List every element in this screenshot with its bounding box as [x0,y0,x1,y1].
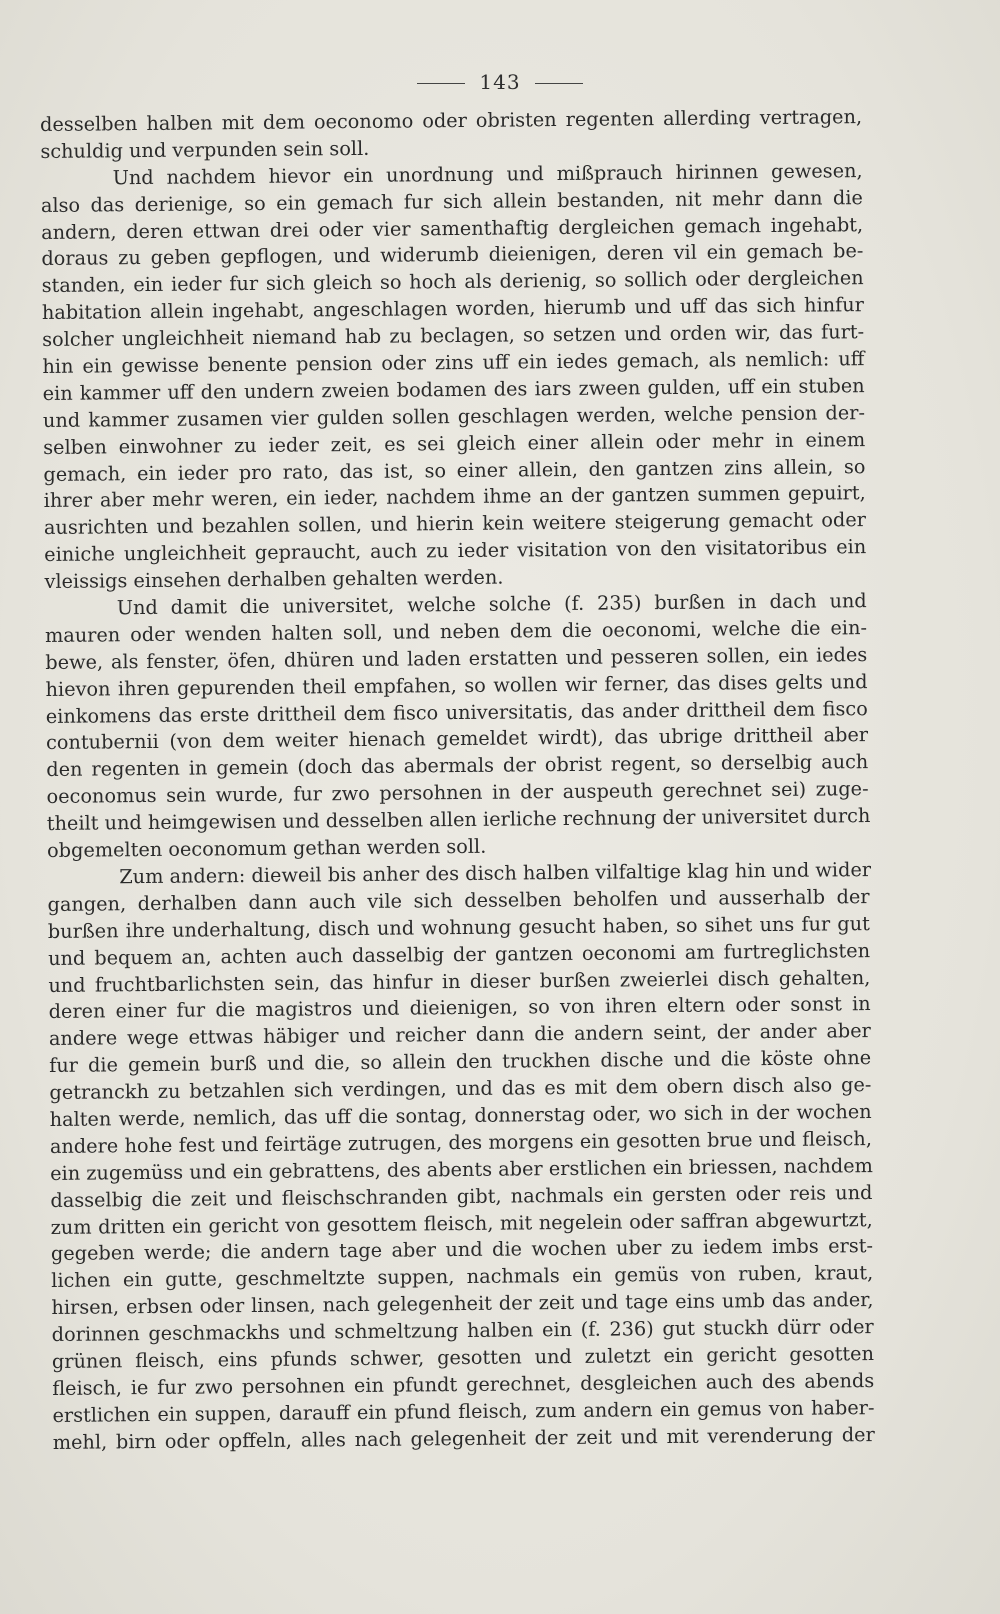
text-line: contubernii (von dem weiter hienach gemeldet wirdt), das ubrige drittheil aber [45,723,869,755]
text-line: doraus zu geben gepflogen, und widerumb dieienigen, deren vil ein gemach be- [41,239,864,271]
text-line: desselben halben mit dem oeconomo oder obristen regenten allerding vertragen, [40,105,863,136]
text-line: obgemelten oeconomum gethan werden soll. [46,834,487,863]
text-line: Und nachdem hievor ein unordnung und mißprauch hirinnen gewesen, [112,158,863,190]
text-line: deren einer fur die magistros und dieienigen, so von ihren eltern oder sonst in [48,992,871,1024]
body-text [40,104,875,1456]
text-line: den regenten in gemein (doch das abermals der obrist regent, so derselbig auch [46,750,869,782]
header-rule-right [535,83,583,84]
text-line: Und damit die universitet, welche solche (f. 235) burßen in dach und [116,589,867,620]
page-header [0,70,1000,94]
text-line: bewe, als fenster, öfen, dhüren und laden erstatten und pesseren sollen, ein iedes [45,642,868,674]
text-line: ein kammer uff den undern zweien bodamen des iars zween gulden, uff ein stuben [42,374,865,405]
text-line: andere wege ettwas häbiger und reicher dann die andern seint, der ander aber [48,1019,871,1051]
text-line: fleisch, ie fur zwo persohnen ein pfundt gerechnet, desgleichen auch des abends [52,1368,875,1400]
text-line: lichen ein gutte, geschmeltzte suppen, nachmals ein gemüs von ruben, kraut, [51,1261,874,1293]
text-line: selben einwohner zu ieder zeit, es sei gleich einer allein oder mehr in einem [43,427,866,459]
text-line: dorinnen geschmackhs und schmeltzung halben ein (f. 236) gut stuckh dürr oder [51,1315,874,1347]
text-line: solcher ungleichheit niemand hab zu beclagen, so setzen und orden wir, das furt- [42,320,865,352]
text-line: hievon ihren gepurenden theil empfahen, so wollen wir ferner, das dises gelts und [45,669,868,701]
text-line: Zum andern: dieweil bis anher des disch halben vilfaltige klag hin und wider [119,857,872,889]
text-line: halten werde, nemlich, das uff die sontag, donnerstag oder, wo sich in der wochen [49,1100,872,1131]
text-line: habitation allein ingehabt, angeschlagen worden, hierumb und uff das sich hinfur [41,293,864,325]
text-line: dasselbig die zeit und fleischschranden gibt, nachmals ein gersten oder reis und [50,1180,873,1212]
text-line: und kammer zusamen vier gulden sollen geschlagen werden, welche pension der- [42,400,866,432]
text-line: erstlichen ein suppen, darauff ein pfund fleisch, zum andern ein gemus von haber- [52,1395,875,1427]
text-line: und bequem an, achten auch dasselbig der gantzen oeconomi am furtreglichsten [48,938,871,970]
text-line: hirsen, erbsen oder linsen, nach gelegenheit der zeit und tage eins umb das ander, [51,1288,874,1320]
text-line: burßen ihre underhaltung, disch und wohnung gesucht haben, so sihet uns fur gut [47,911,870,943]
text-line: standen, ein ieder fur sich gleich so hoch als derienig, so sollich oder dergleichen [41,266,864,298]
text-line: vleissigs einsehen derhalben gehalten werden. [44,565,504,594]
text-line: gangen, derhalben dann auch vile sich desselben beholfen und ausserhalb der [47,884,870,916]
text-line: einiche ungleichheit gepraucht, auch zu ieder visitation von den visitatoribus ein [44,535,867,567]
header-rule-left [417,83,465,84]
text-line: also das derienige, so ein gemach fur sich allein bestanden, nit mehr dann die [40,185,863,217]
text-line: gemach, ein ieder pro rato, das ist, so einer allein, den gantzen zins allein, so [43,454,866,486]
text-line: theilt und heimgewisen und desselben allen ierliche rechnung der universitet durch [46,804,871,836]
text-line: andere hohe fest und feirtäge zutrugen, des morgens ein gesotten brue und fleisch, [49,1126,873,1158]
text-line: oeconomus sein wurde, fur zwo persohnen in der auspeuth gerechnet sei) zuge- [46,777,869,809]
text-line: getranckh zu betzahlen sich verdingen, und das es mit dem obern disch also ge- [49,1073,872,1105]
text-line: schuldig und verpunden sein soll. [40,136,370,163]
text-line: hin ein gewisse benente pension oder zins uff ein iedes gemach, als nemlich: uff [42,347,865,379]
text-line: zum dritten ein gericht von gesottem fleisch, mit negelein oder saffran abgewurtzt, [50,1207,873,1239]
text-line: gegeben werde; die andern tage aber und die wochen uber zu iedem imbs erst- [50,1234,874,1266]
page-number: 143 [479,70,521,94]
text-line: andern, deren ettwan drei oder vier samenthaftig dergleichen gemach ingehabt, [41,212,864,244]
text-line: einkomens das erste drittheil dem fisco universitatis, das ander drittheil dem fisco [45,696,868,728]
text-line: grünen fleisch, eins pfunds schwer, gesotten und zuletzt ein gericht gesotten [51,1342,875,1373]
text-line: ein zugemüss und ein gebrattens, des abents aber erstlichen ein briessen, nachdem [50,1153,873,1185]
text-line: mauren oder wenden halten soll, und neben dem die oeconomi, welche die ein- [44,616,868,647]
text-line: fur die gemein burß und die, so allein den truckhen dische und die köste ohne [49,1046,872,1078]
text-line: ausrichten und bezahlen sollen, und hierin kein weitere steigerung gemacht oder [43,508,867,540]
text-line: ihrer aber mehr weren, ein ieder, nachdem ihme an der gantzen summen gepuirt, [43,481,866,513]
text-line: und fruchtbarlichsten sein, das hinfur in dieser burßen zweierlei disch gehalten, [48,965,871,997]
text-line: mehl, birn oder opffeln, alles nach gelegenheit der zeit und mit verenderung der [52,1422,875,1454]
